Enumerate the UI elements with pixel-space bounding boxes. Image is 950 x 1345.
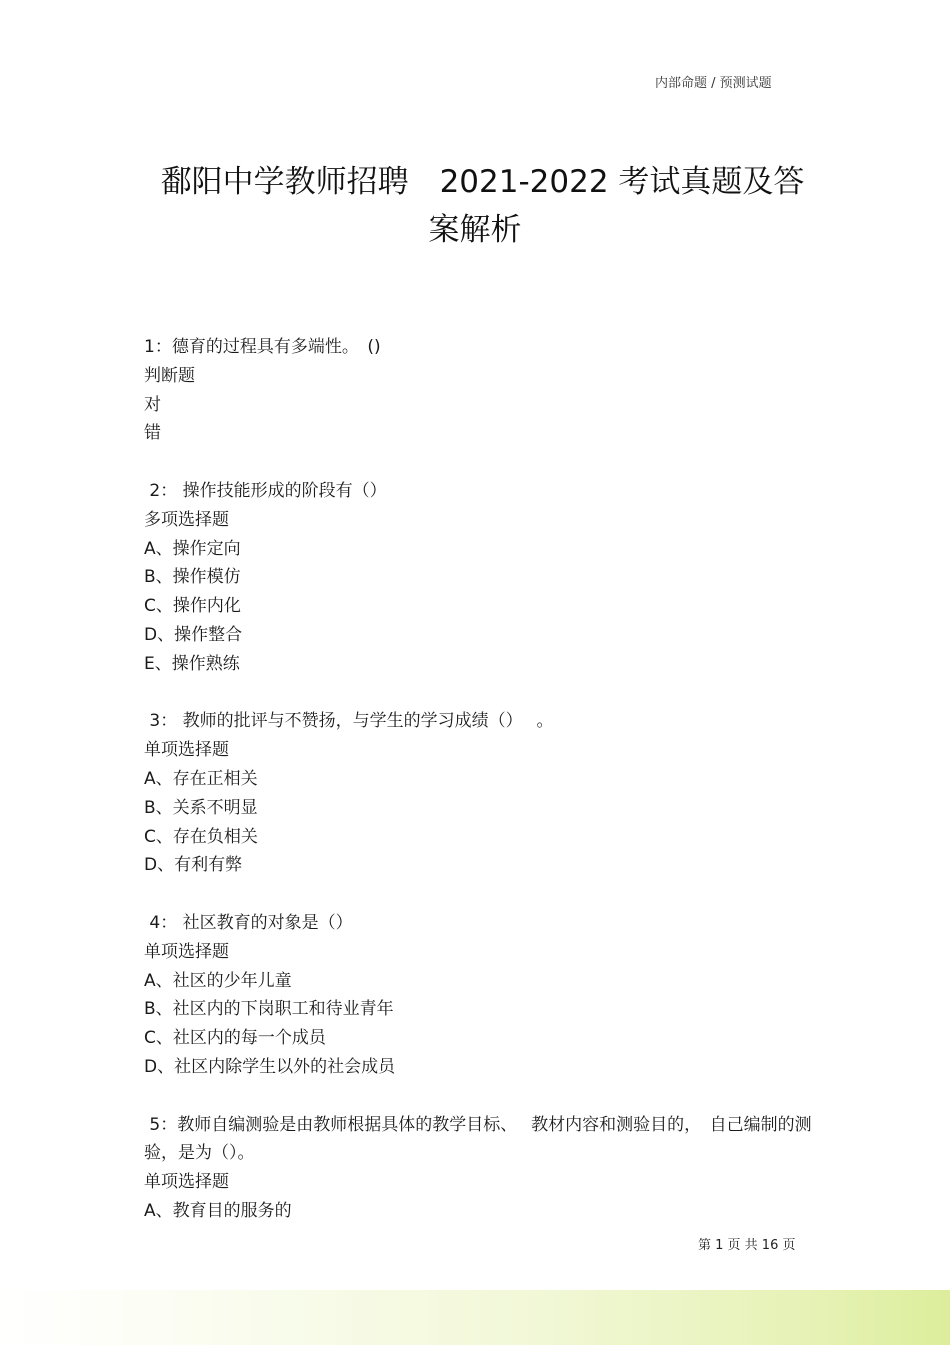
question-type: 单项选择题 xyxy=(144,941,229,962)
option: B、社区内的下岗职工和待业青年 xyxy=(144,999,394,1020)
header-tag: 内部命题 / 预测试题 xyxy=(655,76,772,91)
question-type: 判断题 xyxy=(144,365,195,386)
option: C、操作内化 xyxy=(144,596,241,617)
option: A、存在正相关 xyxy=(144,768,258,789)
page-title-line-2: 案解析 xyxy=(428,212,522,248)
question-5 xyxy=(144,1111,814,1226)
option: B、关系不明显 xyxy=(144,797,258,818)
option: 对 xyxy=(144,394,161,415)
question-list xyxy=(144,333,814,1255)
question-2 xyxy=(144,477,814,679)
question-stem: 3： 教师的批评与不赞扬，与学生的学习成绩（） 。 xyxy=(144,711,554,732)
question-1 xyxy=(144,333,814,448)
question-stem: 4： 社区教育的对象是（） xyxy=(144,912,353,933)
option: D、社区内除学生以外的社会成员 xyxy=(144,1056,396,1077)
page-title-line-1: 鄱阳中学教师招聘 2021-2022 考试真题及答 xyxy=(160,164,805,200)
question-4 xyxy=(144,909,814,1082)
option: E、操作熟练 xyxy=(144,653,240,674)
question-stem: 5：教师自编测验是由教师根据具体的教学目标、 教材内容和测验目的， 自己编制的测验，是为（）。 xyxy=(144,1114,812,1164)
option: D、有利有弊 xyxy=(144,855,243,876)
option: 错 xyxy=(144,423,161,444)
option: C、社区内的每一个成员 xyxy=(144,1028,326,1049)
page-number: 第 1 页 共 16 页 xyxy=(698,1238,796,1253)
option: A、社区的少年儿童 xyxy=(144,970,292,991)
option: A、教育目的服务的 xyxy=(144,1200,292,1221)
option: D、操作整合 xyxy=(144,624,243,645)
decorative-band xyxy=(0,1290,950,1345)
option: C、存在负相关 xyxy=(144,826,258,847)
page-title xyxy=(0,158,950,254)
option: A、操作定向 xyxy=(144,538,241,559)
question-stem: 2： 操作技能形成的阶段有（） xyxy=(144,480,387,501)
question-stem: 1：德育的过程具有多端性。 () xyxy=(144,337,381,357)
question-type: 单项选择题 xyxy=(144,740,229,761)
question-3 xyxy=(144,707,814,880)
option: B、操作模仿 xyxy=(144,567,241,588)
question-type: 多项选择题 xyxy=(144,509,229,530)
question-type: 单项选择题 xyxy=(144,1172,229,1193)
